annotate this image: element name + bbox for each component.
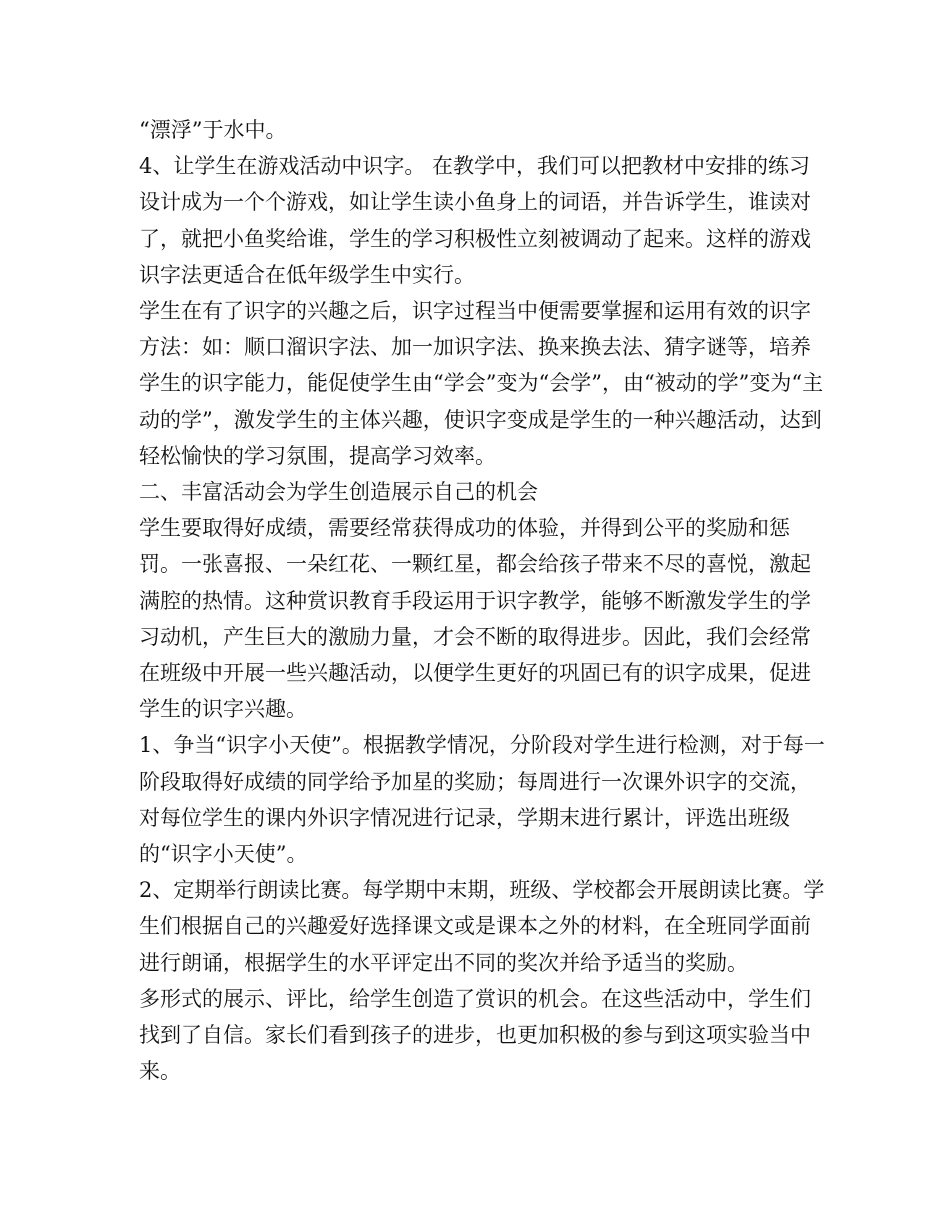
- paragraph-rewards: 学生要取得好成绩，需要经常获得成功的体验，并得到公平的奖励和惩罚。一张喜报、一朵红花、一颗红星，都会给孩子带来不尽的喜悦，激起满腔的热情。这种赏识教育手段运用于识字教学，能够不断激发学生的学习动机，产生巨大的激励力量，才会不断的取得进步。因此，我们会经常在班级中开展一些兴趣活动，以便学生更好的巩固已有的识字成果，促进学生的识字兴趣。: [139, 516, 811, 722]
- paragraph-literacy-methods: 学生在有了识字的兴趣之后，识字过程当中便需要掌握和运用有效的识字方法：如：顺口溜识字法、加一加识字法、换来换去法、猜字谜等，培养学生的识字能力，能促使学生由“学会”变为“会学”，由“被动的学”变为“主动的学”，激发学生的主体兴趣，使识字变成是学生的一种兴趣活动，达到轻松愉快的学习氛围，提高学习效率。: [139, 299, 824, 468]
- paragraph-continuation: “漂浮”于水中。: [139, 118, 287, 142]
- document-body: [139, 112, 829, 1089]
- section-heading-activities: 二、丰富活动会为学生创造展示自己的机会: [139, 480, 538, 505]
- paragraph-game-literacy: 4、让学生在游戏活动中识字。 在教学中，我们可以把教材中安排的练习设计成为一个个游戏，如让学生读小鱼身上的词语，并告诉学生，谁读对了，就把小鱼奖给谁，学生的学习积极性立刻被调动了起来。这样的游戏识字法更适合在低年级学生中实行。: [139, 154, 811, 287]
- paragraph-literacy-angel: 1、争当“识字小天使”。根据教学情况，分阶段对学生进行检测，对于每一阶段取得好成绩的同学给予加星的奖励；每周进行一次课外识字的交流，对每位学生的课内外识字情况进行记录，学期末进行累计，评选出班级的“识字小天使”。: [139, 733, 825, 867]
- paragraph-conclusion: 多形式的展示、评比，给学生创造了赏识的机会。在这些活动中，学生们找到了自信。家长们看到孩子的进步，也更加积极的参与到这项实验当中来。: [139, 986, 811, 1084]
- paragraph-reading-contest: 2、定期举行朗读比赛。每学期中末期，班级、学校都会开展朗读比赛。学生们根据自己的兴趣爱好选择课文或是课本之外的材料，在全班同学面前进行朗诵，根据学生的水平评定出不同的奖次并给予适当的奖励。: [139, 878, 825, 975]
